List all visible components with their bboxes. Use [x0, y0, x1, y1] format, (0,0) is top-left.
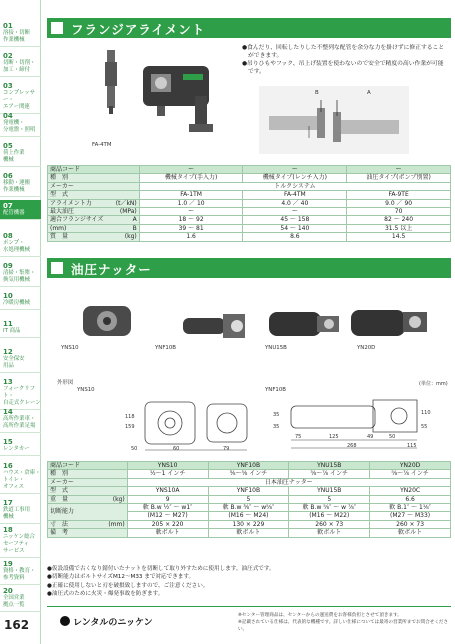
outline-label-yns10: YNS10: [77, 387, 95, 393]
diagram-label-b: B: [315, 90, 319, 96]
bullet-item: ●食んだり、回転したりした不整列な配管を余分な力を掛けずに修正することができます。: [242, 45, 445, 59]
sidebar-item-18[interactable]: 18 ニッケン総合 セーフティ サービス: [0, 524, 41, 558]
product-photo-yns10: [77, 298, 139, 346]
dim-value: 110: [421, 410, 431, 416]
sidebar-item-15[interactable]: 15 レンタカー: [0, 436, 41, 456]
footer-divider: [47, 606, 451, 607]
table-row: (M12 ～ M27) (M16 ～ M24) (M16 ～ M22) (M27 ～ M33): [48, 512, 451, 520]
sidebar-item-06[interactable]: 06 移動・運搬 作業機械: [0, 170, 41, 197]
dim-value: 268: [347, 443, 357, 449]
sidebar-item-16[interactable]: 16 ハウス・倉庫・ トイレ・ オフィス: [0, 460, 41, 494]
dim-value: 35: [273, 412, 280, 418]
page-number: 162: [4, 618, 30, 632]
logo-mark-icon: [60, 616, 70, 626]
product-label: YN20D: [357, 345, 376, 351]
table-row: 備 考 軟ボルト 軟ボルト 軟ボルト 軟ボルト: [48, 529, 451, 537]
dim-value: 79: [223, 446, 230, 452]
dim-value: 75: [295, 434, 302, 440]
table-row: 型 式 YNS10A YNF10B YNU15B YN20C: [48, 487, 451, 495]
table-row: 質 量 (kg) 1.6 8.6 14.5: [48, 233, 451, 241]
nutter-spec-table: [47, 461, 451, 538]
sidebar-item-11[interactable]: 11 IT 商品: [0, 318, 41, 338]
product-label: YNF10B: [155, 345, 176, 351]
section-title: 油圧ナッター: [71, 262, 152, 277]
header-square-icon: [51, 22, 63, 34]
section-header-flange-alignment: [47, 18, 451, 38]
table-row: 最大油圧 (MPa) ー ー 70: [48, 208, 451, 216]
table-row: 商品コード YNS10 YNF10B YNU15B YN20D: [48, 462, 451, 470]
outline-label-ynf10b: YNF10B: [265, 387, 286, 393]
sidebar-item-10[interactable]: 10 冷暖房機械: [0, 290, 41, 310]
dim-value: 49: [367, 434, 374, 440]
table-row: アライメント力 (t／kN) 1.0 ／ 10 4.0 ／ 40 9.0 ／ 90: [48, 199, 451, 207]
feature-bullets: [242, 44, 447, 76]
sidebar-item-13[interactable]: 13 フォークリフト・ 自走式クレーン: [0, 376, 41, 410]
dim-value: 55: [421, 424, 428, 430]
flange-spec-table: [47, 165, 451, 242]
sidebar-item-05[interactable]: 05 荷上作業 機械: [0, 140, 41, 167]
company-logo: レンタルのニッケン: [60, 615, 153, 628]
table-row: メーカー トルクシステム: [48, 182, 451, 190]
dim-value: 50: [131, 446, 138, 452]
sidebar-item-09[interactable]: 09 清掃・集塵・ 換気用機械: [0, 260, 41, 287]
product-label: YNU15B: [265, 345, 287, 351]
sidebar-item-17[interactable]: 17 鉄道工事用 機械: [0, 497, 41, 524]
sidebar: [0, 0, 41, 644]
dim-value: 50: [389, 434, 396, 440]
sidebar-item-14[interactable]: 14 高所作業車・ 高所作業足場: [0, 406, 41, 433]
product-photo-ynu15b: [265, 306, 345, 342]
dim-value: 60: [173, 446, 180, 452]
table-row: 寸 法 (mm) 205 × 220 130 × 229 260 × 73 260 × 73: [48, 520, 451, 528]
photo-caption: FA-4TM: [92, 142, 112, 148]
diagram-label-a: A: [367, 90, 371, 96]
main-content: [47, 0, 451, 644]
note-item: ●切断能力はボルトサイズM12～M33 まで対応できます。: [47, 574, 195, 581]
footer-note-item: ※センター管理商品は、センターからの運送費をお客様負担とさせて頂きます。: [238, 613, 402, 618]
alignment-diagram: [259, 86, 409, 154]
sidebar-item-08[interactable]: 08 ポンプ・ 水処理機械: [0, 230, 41, 257]
note-item: ●油圧式のために火災・爆発事故を防ぎます。: [47, 591, 164, 598]
table-row: 種 別 機械タイプ(手入力) 機械タイプ(レンチ入力) 油圧タイプ(ポンプ別置): [48, 174, 451, 182]
table-row: メーカー 日本油圧ナッター: [48, 478, 451, 486]
dim-value: 35: [273, 424, 280, 430]
section-title: フランジアライメント: [71, 22, 206, 37]
product-photo-yn20d: [347, 300, 431, 342]
dim-value: 159: [125, 424, 135, 430]
unit-note: (単位：mm): [419, 381, 448, 387]
sidebar-item-02[interactable]: 02 切断・切削・ 加工・締付: [0, 50, 41, 77]
table-row: 重 量 (kg) 9 5 5 6.6: [48, 495, 451, 503]
footer-notes: [238, 612, 451, 633]
header-square-icon: [51, 262, 63, 274]
note-item: ●仮設設備で古くなり錆付いたナットを切断して取り外すために使用します。油圧式です。: [47, 566, 275, 572]
product-label: YNS10: [61, 345, 79, 351]
outline-drawing-yns10: [131, 394, 257, 456]
note-item: ●正確に使用しないと刃を破損致しますので、ご注意ください。: [47, 582, 209, 589]
usage-notes: [47, 565, 451, 599]
sidebar-item-07[interactable]: 07 配管機器: [0, 200, 41, 220]
section-header-hydraulic-nutter: [47, 258, 451, 278]
table-row: 切断能力 軟 B.w ½″ ～ w1″ 軟 B.w ⅜″ ～ w⅝″ 軟 B.w ⅝″ ～ w ⅞″ 軟 B.1″ ～ 1⅛″: [48, 504, 451, 512]
table-row: 商品コード ー ー ー: [48, 166, 451, 174]
outline-title: 外形図: [57, 380, 74, 386]
sidebar-item-04[interactable]: 04 発電機・ 分電盤・照明: [0, 110, 41, 137]
dim-value: 118: [125, 414, 135, 420]
table-row: 型 式 FA-1TM FA-4TM FA-9TE: [48, 191, 451, 199]
bullet-item: ●吊りひもやフック、吊上げ装置を使わないので安全で精度の高い作業が可能です。: [242, 61, 444, 75]
sidebar-item-03[interactable]: 03 コンプレッサー・ エアー関連: [0, 80, 41, 114]
table-row: 種 別 ½～1 インチ ⅜～⅝ インチ ⅝～⅞ インチ ⅝～⅞ インチ: [48, 470, 451, 478]
sidebar-item-20[interactable]: 20 全国営業 拠点一覧: [0, 585, 41, 612]
product-photo-ynf10b: [179, 306, 249, 342]
footer-note-item: ※記載されている仕様は、代表的な機種です。詳しい仕様については最寄の営業所までお問合せください。: [238, 620, 449, 632]
sidebar-item-19[interactable]: 19 資格・教育・ 参考資料: [0, 558, 41, 585]
sidebar-item-01[interactable]: 01 溶接・切断 作業機械: [0, 20, 41, 47]
flange-alignment-photo: [87, 44, 227, 142]
dim-value: 115: [407, 443, 417, 449]
sidebar-item-12[interactable]: 12 安全保安 用品: [0, 346, 41, 373]
dim-value: 125: [329, 434, 339, 440]
table-row: (mm) B 39 ～ 81 54 ～ 140 31.5 以上: [48, 224, 451, 232]
table-row: 適合フランジサイズ A 18 ～ 92 45 ～ 158 82 ～ 240: [48, 216, 451, 224]
